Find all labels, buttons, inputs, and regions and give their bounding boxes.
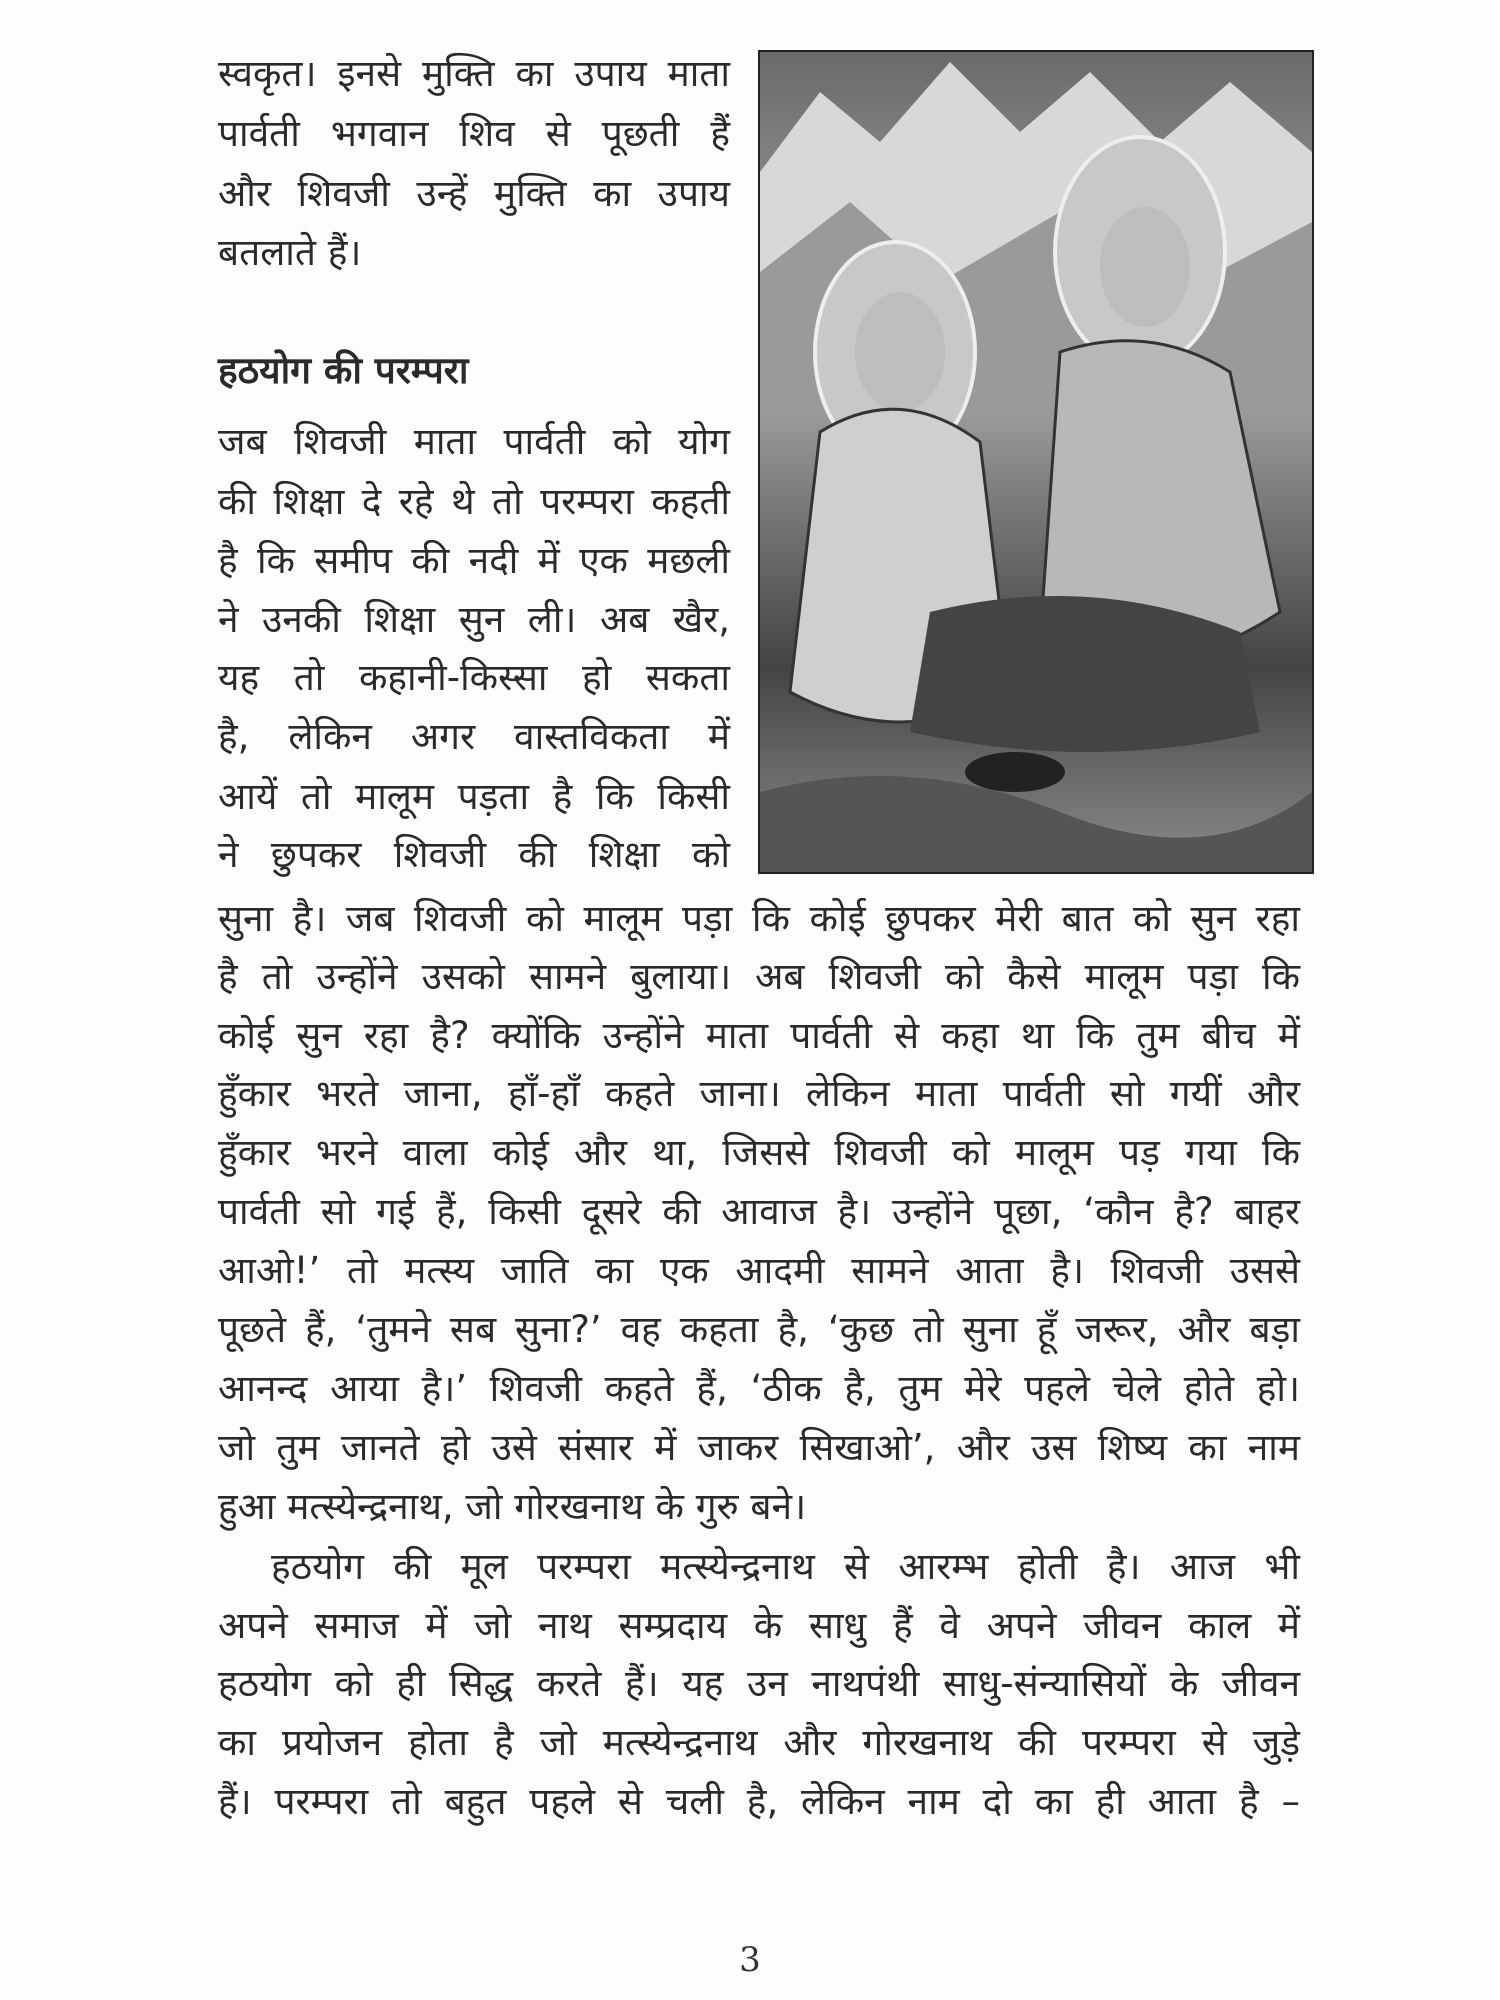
text-line: बतलाते हैं। xyxy=(218,231,362,274)
text-line: है, लेकिन अगर वास्तविकता में xyxy=(218,715,730,758)
text-line: सुना है। जब शिवजी को मालूम पड़ा कि कोई छुपकर मेरी बात को सुन रहा xyxy=(218,897,1300,940)
page-number: 3 xyxy=(739,1940,761,1980)
text-line: पार्वती भगवान शिव से पूछती हैं xyxy=(218,112,730,155)
text-line: ने छुपकर शिवजी की शिक्षा को xyxy=(218,833,730,876)
text-line: पार्वती सो गई हैं, किसी दूसरे की आवाज है। उन्होंने पूछा, ‘कौन है? बाहर xyxy=(218,1190,1300,1233)
text-line: स्वकृत। इनसे मुक्ति का उपाय माता xyxy=(218,52,730,95)
text-line: अपने समाज में जो नाथ सम्प्रदाय के साधु हैं वे अपने जीवन काल में xyxy=(218,1604,1300,1647)
text-line: का प्रयोजन होता है जो मत्स्येन्द्रनाथ और गोरखनाथ की परम्परा से जुड़े xyxy=(218,1721,1300,1764)
text-line: हुँकार भरते जाना, हाँ-हाँ कहते जाना। लेकिन माता पार्वती सो गयीं और xyxy=(218,1072,1300,1115)
parvati-head xyxy=(855,292,945,412)
text-line: जब शिवजी माता पार्वती को योग xyxy=(218,420,730,463)
text-line: आयें तो मालूम पड़ता है कि किसी xyxy=(218,775,730,818)
text-line: ने उनकी शिक्षा सुन ली। अब खैर, xyxy=(218,598,730,641)
illustration-drawing xyxy=(760,52,1312,872)
text-line: यह तो कहानी-किस्सा हो सकता xyxy=(218,656,730,699)
section-heading: हठयोग की परम्परा xyxy=(218,349,469,392)
text-line: हुँकार भरने वाला कोई और था, जिससे शिवजी को मालूम पड़ गया कि xyxy=(218,1131,1300,1174)
text-line: हुआ मत्स्येन्द्रनाथ, जो गोरखनाथ के गुरु बने। xyxy=(218,1485,807,1528)
text-line: कोई सुन रहा है? क्योंकि उन्होंने माता पार्वती से कहा था कि तुम बीच में xyxy=(218,1014,1300,1057)
text-line: आनन्द आया है।’ शिवजी कहते हैं, ‘ठीक है, तुम मेरे पहले चेले होते हो। xyxy=(218,1367,1300,1410)
river xyxy=(760,776,1312,872)
text-line: और शिवजी उन्हें मुक्ति का उपाय xyxy=(218,172,730,215)
shiva-parvati-illustration xyxy=(758,50,1314,874)
text-line: हठयोग को ही सिद्ध करते हैं। यह उन नाथपंथी साधु-संन्यासियों के जीवन xyxy=(218,1662,1300,1705)
text-line: है कि समीप की नदी में एक मछली xyxy=(218,539,730,582)
text-line: हठयोग की मूल परम्परा मत्स्येन्द्रनाथ से आरम्भ होती है। आज भी xyxy=(271,1545,1300,1588)
shiva-head xyxy=(1100,207,1190,327)
text-line: जो तुम जानते हो उसे संसार में जाकर सिखाओ’, और उस शिष्य का नाम xyxy=(218,1426,1300,1469)
text-line: है तो उन्होंने उसको सामने बुलाया। अब शिवजी को कैसे मालूम पड़ा कि xyxy=(218,955,1300,998)
text-line: हैं। परम्परा तो बहुत पहले से चली है, लेकिन नाम दो का ही आता है – xyxy=(218,1780,1300,1823)
text-line: पूछते हैं, ‘तुमने सब सुना?’ वह कहता है, ‘कुछ तो सुना हूँ जरूर, और बड़ा xyxy=(218,1308,1300,1351)
text-line: की शिक्षा दे रहे थे तो परम्परा कहती xyxy=(218,480,730,523)
text-line: आओ!’ तो मत्स्य जाति का एक आदमी सामने आता है। शिवजी उससे xyxy=(218,1249,1300,1292)
shivling-stone xyxy=(965,752,1065,792)
